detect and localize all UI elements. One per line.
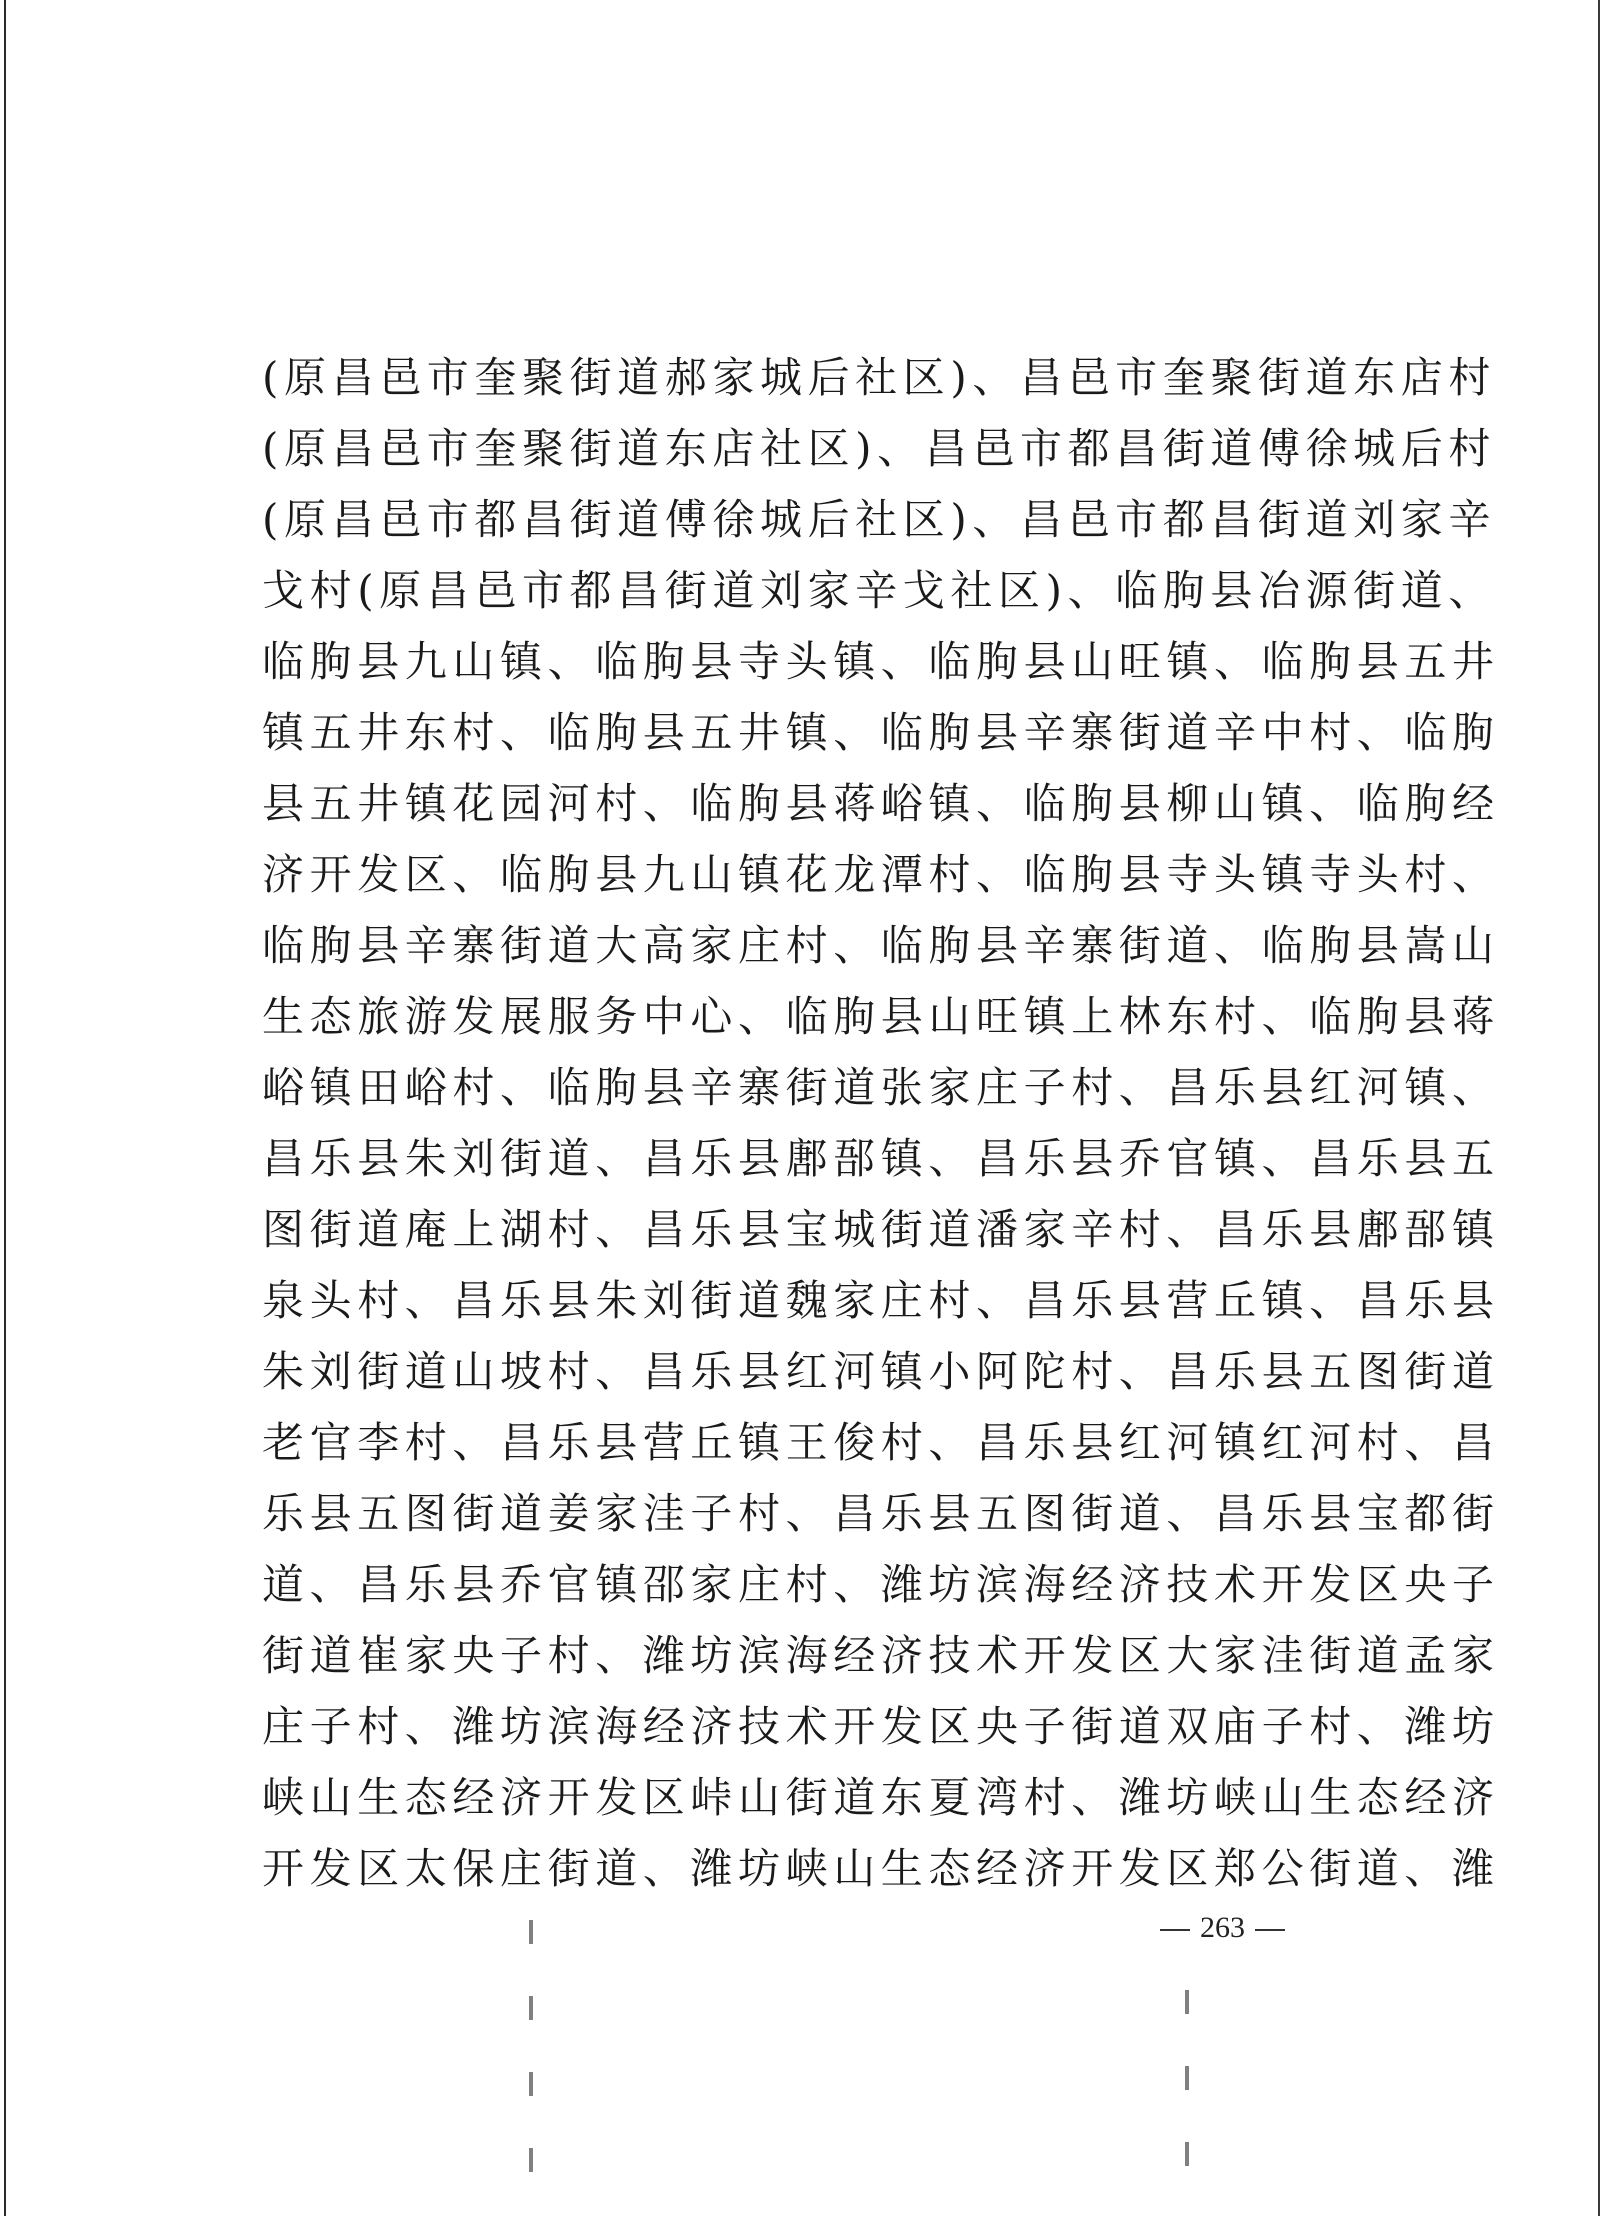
binding-mark [1185,1990,1189,2014]
page-number: 263 [1200,1911,1245,1944]
scan-edge-left [4,0,6,2216]
text-line: (原昌邑市奎聚街道郝家城后社区)、昌邑市奎聚街道东店村 [262,353,1496,402]
text-line: 泉头村、昌乐县朱刘街道魏家庄村、昌乐县营丘镇、昌乐县 [262,1276,1500,1325]
text-line: 朱刘街道山坡村、昌乐县红河镇小阿陀村、昌乐县五图街道 [262,1347,1500,1396]
binding-mark [529,2148,533,2172]
text-line: 济开发区、临朐县九山镇花龙潭村、临朐县寺头镇寺头村、 [262,850,1500,899]
text-line: 道、昌乐县乔官镇邵家庄村、潍坊滨海经济技术开发区央子 [262,1560,1500,1609]
footer-dash-right [1255,1929,1285,1931]
text-line: 乐县五图街道姜家洼子村、昌乐县五图街道、昌乐县宝都街 [262,1489,1500,1538]
text-line: 临朐县辛寨街道大高家庄村、临朐县辛寨街道、临朐县嵩山 [262,921,1500,970]
binding-mark [1185,2066,1189,2090]
binding-mark [529,2072,533,2096]
text-line: 镇五井东村、临朐县五井镇、临朐县辛寨街道辛中村、临朐 [262,708,1500,757]
page-footer [1150,1908,1295,1948]
text-line: 街道崔家央子村、潍坊滨海经济技术开发区大家洼街道孟家 [262,1631,1500,1680]
text-line: 戈村(原昌邑市都昌街道刘家辛戈社区)、临朐县冶源街道、 [262,566,1496,615]
text-line: 庄子村、潍坊滨海经济技术开发区央子街道双庙子村、潍坊 [262,1702,1500,1751]
binding-marks-right [1180,1990,1194,2216]
body-text [262,342,1500,1904]
text-line: 峡山生态经济开发区峠山街道东夏湾村、潍坊峡山生态经济 [262,1773,1500,1822]
text-line: 县五井镇花园河村、临朐县蒋峪镇、临朐县柳山镇、临朐经 [262,779,1500,828]
text-line: 图街道庵上湖村、昌乐县宝城街道潘家辛村、昌乐县鄌郚镇 [262,1205,1500,1254]
text-line: 临朐县九山镇、临朐县寺头镇、临朐县山旺镇、临朐县五井 [262,637,1500,686]
text-line: (原昌邑市都昌街道傅徐城后社区)、昌邑市都昌街道刘家辛 [262,495,1496,544]
text-line: 生态旅游发展服务中心、临朐县山旺镇上林东村、临朐县蒋 [262,992,1500,1041]
text-line: 老官李村、昌乐县营丘镇王俊村、昌乐县红河镇红河村、昌 [262,1418,1500,1467]
text-line: 峪镇田峪村、临朐县辛寨街道张家庄子村、昌乐县红河镇、 [262,1063,1500,1112]
binding-marks-left [524,1920,538,2216]
binding-mark [529,1920,533,1944]
binding-mark [529,1996,533,2020]
binding-mark [1185,2142,1189,2166]
text-line: (原昌邑市奎聚街道东店社区)、昌邑市都昌街道傅徐城后村 [262,424,1496,473]
footer-dash-left [1160,1929,1190,1931]
text-line: 开发区太保庄街道、潍坊峡山生态经济开发区郑公街道、潍 [262,1844,1500,1893]
text-line: 昌乐县朱刘街道、昌乐县鄌郚镇、昌乐县乔官镇、昌乐县五 [262,1134,1500,1183]
